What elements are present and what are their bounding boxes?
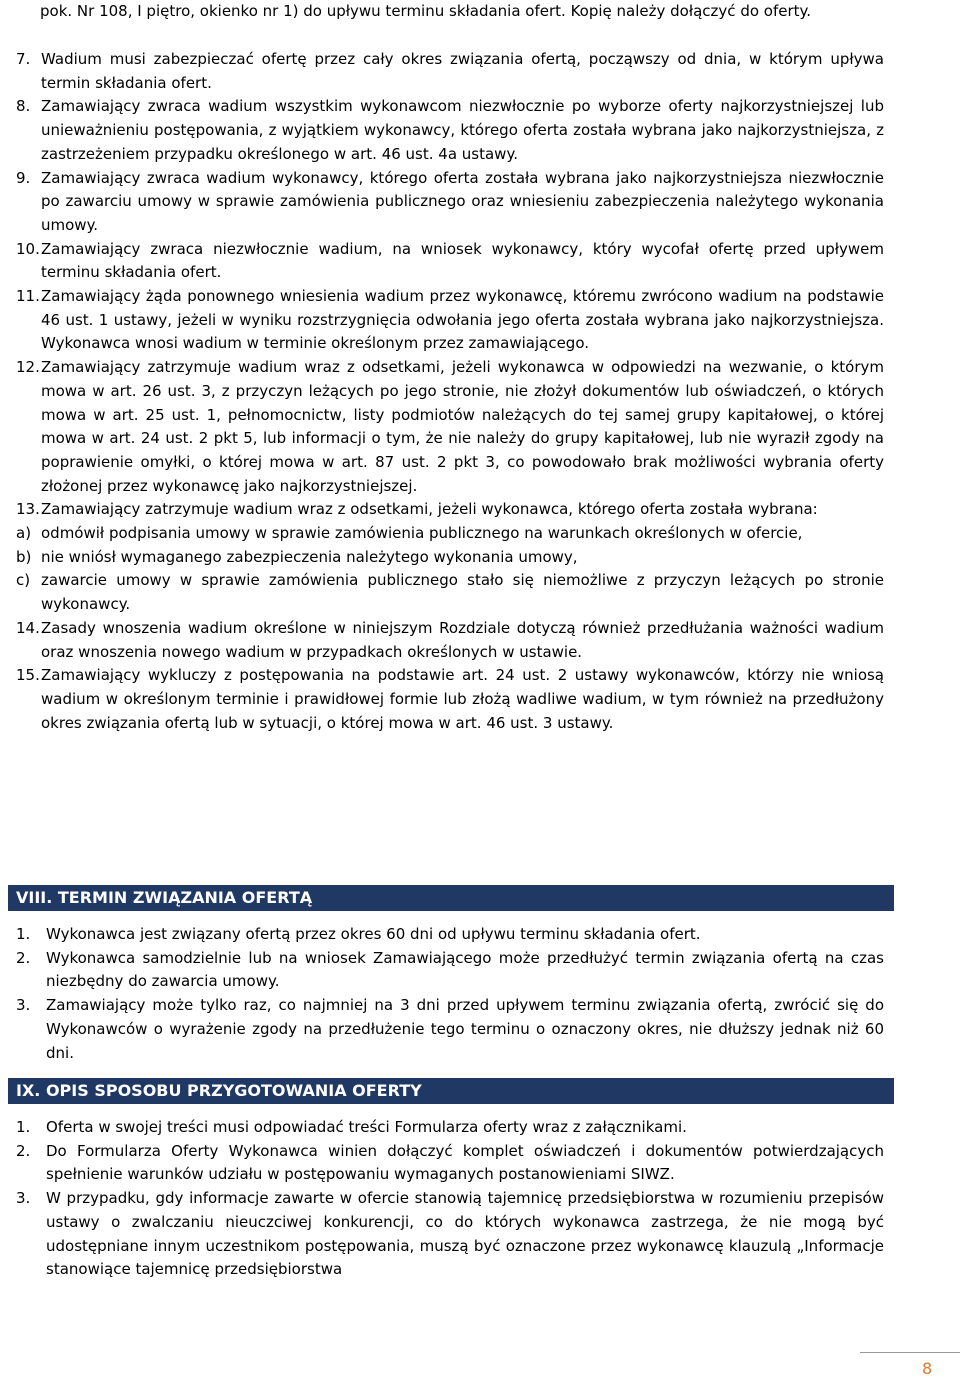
item-number: 15. — [16, 666, 40, 685]
sub-list-item — [16, 546, 884, 570]
item-text: Zamawiający zwraca niezwłocznie wadium, na wniosek wykonawcy, który wycofał ofertę przed upływem terminu składania ofert. — [41, 239, 884, 282]
item-text: Zamawiający zatrzymuje wadium wraz z odsetkami, jeżeli wykonawca w odpowiedzi na wezwanie, o którym mowa w art. 26 ust. 3, z przyczyn leżących po jego stronie, nie złożył dokumentów lub oświadczeń, o których mowa w art. 25 ust. 1, pełnomocnictw, listy podmiotów należących do tej samej grupy kapitałowej, o której mowa w art. 24 ust. 2 pkt 5, lub informacji o tym, że nie należy do grupy kapitałowej, lub nie wyraził zgody na poprawienie omyłki, o której mowa w art. 87 ust. 2 pkt 3, co powodowało brak możliwości wybrania oferty złożonej przez wykonawcę jako najkorzystniejszej. — [41, 358, 884, 495]
item-number: 9. — [16, 168, 31, 187]
item-text: Oferta w swojej treści musi odpowiadać treści Formularza oferty wraz z załącznikami. — [46, 1118, 687, 1136]
item-text: Wykonawca samodzielnie lub na wniosek Zamawiającego może przedłużyć termin związania ofertą na czas niezbędny do zawarcia umowy. — [46, 948, 884, 991]
list-item — [16, 167, 884, 238]
list-item — [16, 1140, 884, 1187]
item-text: Zamawiający zatrzymuje wadium wraz z odsetkami, jeżeli wykonawca, którego oferta została wybrana: — [41, 500, 818, 519]
section-ix-list — [16, 1116, 884, 1282]
item-number: 10. — [16, 239, 40, 258]
list-item — [16, 947, 884, 994]
list-item — [16, 664, 884, 735]
continuation-paragraph: pok. Nr 108, I piętro, okienko nr 1) do upływu terminu składania ofert. Kopię należy dołączyć do oferty. — [40, 2, 812, 20]
item-number: 7. — [16, 50, 31, 68]
list-item — [16, 1187, 884, 1282]
item-text: Do Formularza Oferty Wykonawca winien dołączyć komplet oświadczeń i dokumentów potwierdzających spełnienie warunków udziału w postępowaniu wymaganych postanowieniami SIWZ. — [46, 1141, 884, 1184]
list-item — [16, 48, 884, 95]
item-number: 2. — [16, 1141, 31, 1160]
list-item — [16, 1116, 884, 1140]
list-item — [16, 95, 884, 166]
item-number: 2. — [16, 948, 31, 967]
item-number: 13. — [16, 500, 40, 519]
item-number: 1. — [16, 1118, 31, 1136]
list-item — [16, 238, 884, 285]
list-item — [16, 923, 884, 947]
list-item — [16, 994, 884, 1065]
item-text: Zamawiający żąda ponownego wniesienia wadium przez wykonawcę, któremu zwrócono wadium na podstawie 46 ust. 1 ustawy, jeżeli w wyniku rozstrzygnięcia odwołania jego oferta została wybrana jako najkorzystniejsza. Wykonawca wnosi wadium w terminie określonym przez zamawiającego. — [41, 287, 884, 353]
sub-list-item — [16, 522, 884, 546]
item-number: 1. — [16, 925, 31, 943]
item-number: 12. — [16, 358, 40, 377]
item-text: Zasady wnoszenia wadium określone w niniejszym Rozdziale dotyczą również przedłużania ważności wadium oraz wnoszenia nowego wadium w przypadkach określonych w ustawie. — [41, 618, 884, 661]
subitem-text: odmówił podpisania umowy w sprawie zamówienia publicznego na warunkach określonych w ofercie, — [41, 524, 803, 543]
item-text: Zamawiający może tylko raz, co najmniej na 3 dni przed upływem terminu związania ofertą, zwrócić się do Wykonawców o wyrażenie zgody na przedłużenie tego terminu o oznaczony okres, nie dłuższy jednak niż 60 dni. — [46, 996, 884, 1062]
section-heading-termin: VIII. TERMIN ZWIĄZANIA OFERTĄ — [8, 885, 894, 911]
page-number: 8 — [922, 1359, 933, 1378]
item-text: Wykonawca jest związany ofertą przez okres 60 dni od upływu terminu składania ofert. — [46, 925, 701, 943]
section-viii-list — [16, 923, 884, 1065]
footer-divider — [860, 1352, 960, 1353]
list-item — [16, 617, 884, 664]
subitem-letter: b) — [16, 547, 32, 566]
subitem-text: nie wniósł wymaganego zabezpieczenia należytego wykonania umowy, — [41, 547, 578, 566]
item-number: 3. — [16, 1189, 31, 1208]
item-text: Zamawiający zwraca wadium wykonawcy, którego oferta została wybrana jako najkorzystniejsza niezwłocznie po zawarciu umowy w sprawie zamówienia publicznego oraz wniesieniu zabezpieczenia należytego wykonania umowy. — [41, 168, 884, 234]
item-text: Zamawiający zwraca wadium wszystkim wykonawcom niezwłocznie po wyborze oferty najkorzystniejszej lub unieważnieniu postępowania, z wyjątkiem wykonawcy, którego oferta została wybrana jako najkorzystniejsza, z zastrzeżeniem przypadku określonego w art. 46 ust. 4a ustawy. — [41, 97, 884, 163]
list-item — [16, 498, 884, 522]
item-text: W przypadku, gdy informacje zawarte w ofercie stanowią tajemnicę przedsiębiorstwa w rozumieniu przepisów ustawy o zwalczaniu nieuczciwej konkurencji, co do których wykonawca zastrzega, że nie mogą być udostępniane innym uczestnikom postępowania, muszą być oznaczone przez wykonawcę klauzulą „Informacje stanowiące tajemnicę przedsiębiorstwa — [46, 1189, 884, 1279]
list-item — [16, 285, 884, 356]
item-text: Zamawiający wykluczy z postępowania na podstawie art. 24 ust. 2 ustawy wykonawców, którzy nie wniosą wadium w określonym terminie i prawidłowej formie lub złożą wadliwe wadium, w tym również na przedłużony okres związania ofertą lub w sytuacji, o której mowa w art. 46 ust. 3 ustawy. — [41, 666, 884, 732]
item-number: 3. — [16, 996, 31, 1015]
subitem-text: zawarcie umowy w sprawie zamówienia publicznego stało się niemożliwe z przyczyn leżących po stronie wykonawcy. — [41, 571, 884, 614]
item-number: 14. — [16, 618, 40, 637]
item-number: 11. — [16, 287, 40, 306]
section-heading-opis: IX. OPIS SPOSOBU PRZYGOTOWANIA OFERTY — [8, 1078, 894, 1104]
list-item — [16, 356, 884, 498]
subitem-letter: c) — [16, 571, 31, 590]
subitem-letter: a) — [16, 524, 32, 543]
sub-list-item — [16, 569, 884, 616]
item-number: 8. — [16, 97, 31, 116]
item-text: Wadium musi zabezpieczać ofertę przez cały okres związania ofertą, począwszy od dnia, w którym upływa termin składania ofert. — [41, 50, 884, 92]
